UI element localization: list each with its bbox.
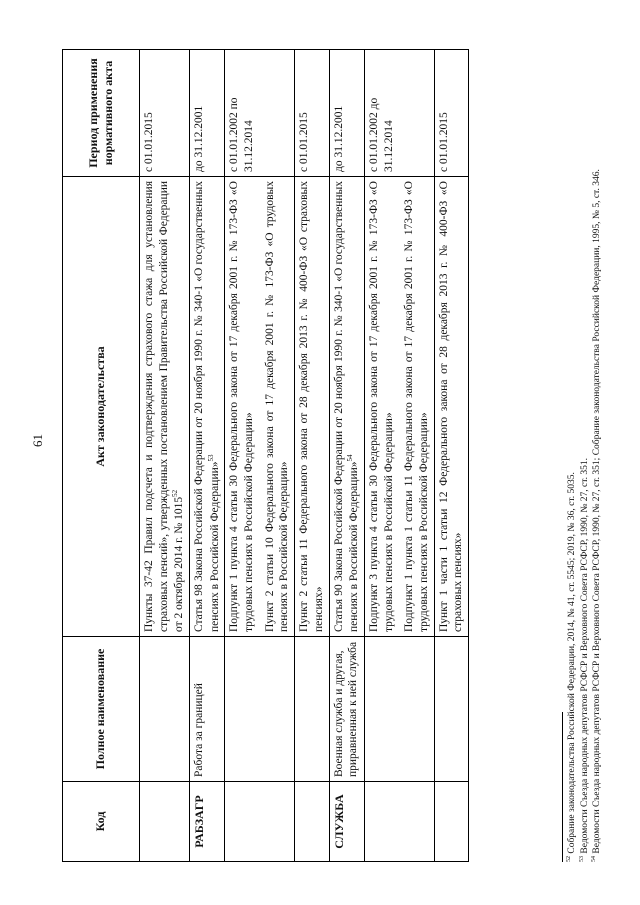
cell-full-name: Работа за границей [189, 637, 224, 782]
cell-act [329, 177, 364, 637]
cell-full-name [295, 637, 329, 782]
table-header-row [63, 50, 140, 862]
cell-full-name [225, 637, 295, 782]
table-row [329, 50, 364, 862]
cell-code [295, 782, 329, 862]
act-text: Статья 98 Закона Российской Федерации от 20 ноября 1990 г. № 340-1 «О государственных пенсиях в Российской Федерации» [192, 181, 221, 632]
cell-period: до 31.12.2001 [329, 50, 364, 177]
page-number: 61 [30, 434, 45, 447]
cell-act [189, 177, 224, 637]
act-text-second: Пункт 2 статьи 10 Федерального закона от 17 декабря 2001 г. № 173-ФЗ «О трудовых пенсиях в Российской Федерации» [263, 181, 291, 632]
footnote [591, 50, 604, 862]
footnote-number: 54 [591, 856, 598, 862]
footnote-number: 52 [566, 856, 572, 862]
cell-act [295, 177, 329, 637]
cell-period: с 01.01.2002 до 31.12.2014 [364, 50, 434, 177]
cell-code [140, 782, 190, 862]
cell-code [225, 782, 295, 862]
cell-period: с 01.01.2015 [140, 50, 190, 177]
cell-full-name [364, 637, 434, 782]
footnote-separator [562, 712, 563, 862]
header-code: Код [63, 782, 140, 862]
footnote-text: Ведомости Съезда народных депутатов РСФСР и Верховного Совета РСФСР, 1990, № 27, ст. 351; Собрание законодательства Российской Федерации, 1995, № 5, ст. 346. [592, 169, 603, 854]
footnote-text: Собрание законодательства Российской Федерации, 2014, № 41, ст. 5545; 2019, № 36, ст. 5035. [567, 472, 578, 854]
legislation-table [62, 49, 469, 862]
table-row [189, 50, 224, 862]
cell-period: до 31.12.2001 [189, 50, 224, 177]
header-act: Акт законодательства [63, 177, 140, 637]
act-text: Пункты 37-42 Правил подсчета и подтверждения страхового стажа для установления страховых пенсий», утвержденных постановлением Правительства Российской Федерации от 2 октября 2014 г. № 1015 [143, 181, 186, 632]
table-row [364, 50, 434, 862]
rotated-table-container [62, 50, 597, 862]
cell-act [225, 177, 295, 637]
cell-period: с 01.01.2015 [434, 50, 468, 177]
table-row [295, 50, 329, 862]
footnote-text: Ведомости Съезда народных депутатов РСФСР и Верховного Совета РСФСР, 1990, № 27, ст. 351. [579, 457, 590, 854]
header-full-name: Полное наименование [63, 637, 140, 782]
footnote [579, 50, 592, 862]
table-row [225, 50, 295, 862]
cell-code [434, 782, 468, 862]
act-text: Статья 90 Закона Российской Федерации от 20 ноября 1990 г. № 340-1 «О государственных пенсиях в Российской Федерации» [332, 181, 361, 632]
footnote-number: 53 [578, 856, 585, 862]
header-period: Период применения нормативного акта [63, 50, 140, 177]
table-row [434, 50, 468, 862]
cell-period: с 01.01.2015 [295, 50, 329, 177]
footnote-ref: 54 [346, 454, 355, 462]
cell-code: СЛУЖБА [329, 782, 364, 862]
act-text-second: Подпункт 1 пункта 1 статьи 11 Федерального закона от 17 декабря 2001 г. № 173-ФЗ «О трудовых пенсиях в Российской Федерации» [403, 181, 430, 632]
footnote-ref: 52 [171, 489, 180, 497]
footnote [566, 50, 579, 862]
cell-period: с 01.01.2002 по 31.12.2014 [225, 50, 295, 177]
footnotes [562, 50, 640, 862]
footnote-ref: 53 [206, 454, 215, 462]
cell-full-name: Военная служба и другая, приравненная к ней служба [329, 637, 364, 782]
act-text: Подпункт 1 пункта 4 статьи 30 Федерального закона от 17 декабря 2001 г. № 173-ФЗ «О трудовых пенсиях в Российской Федерации» [228, 181, 255, 632]
cell-act [140, 177, 190, 637]
cell-full-name [140, 637, 190, 782]
act-text: Пункт 1 части 1 статьи 12 Федерального закона от 28 декабря 2013 г. № 400-ФЗ «О страховых пенсиях» [437, 181, 465, 632]
table-row [140, 50, 190, 862]
cell-act [434, 177, 468, 637]
cell-full-name [434, 637, 468, 782]
cell-act [364, 177, 434, 637]
cell-code [364, 782, 434, 862]
act-text: Пункт 2 статьи 11 Федерального закона от 28 декабря 2013 г. № 400-ФЗ «О страховых пенсиях» [298, 181, 325, 632]
act-text: Подпункт 3 пункта 4 статьи 30 Федерального закона от 17 декабря 2001 г. № 173-ФЗ «О трудовых пенсиях в Российской Федерации» [367, 181, 395, 632]
cell-code: РАБЗАГР [189, 782, 224, 862]
